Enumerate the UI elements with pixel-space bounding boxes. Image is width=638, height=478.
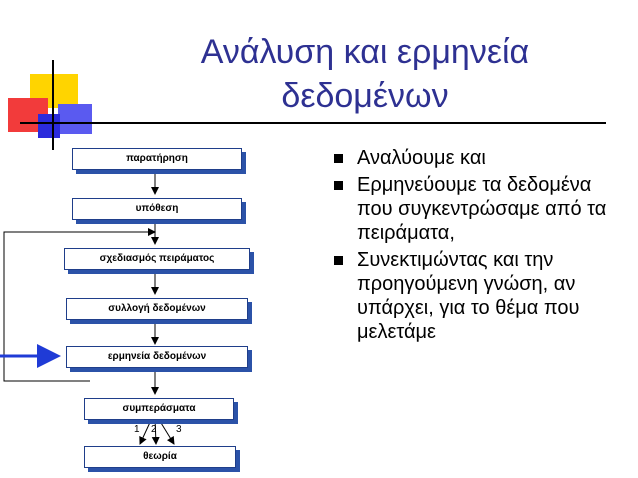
step-experiment-design: σχεδιασμός πειράματος	[64, 248, 250, 270]
square-bullet-icon	[334, 154, 343, 163]
bullet-text: Συνεκτιμώντας και την προηγούμενη γνώση, αν υπάρχει, για το θέμα που μελετάμε	[357, 249, 580, 343]
step-observation: παρατήρηση	[72, 148, 242, 170]
step-conclusions: συμπεράσματα	[84, 398, 234, 420]
step-data-interpretation: ερμηνεία δεδομένων	[66, 346, 248, 368]
bullet-text: Ερμηνεύουμε τα δεδομένα που συγκεντρώσαμε από τα πειράματα,	[357, 174, 607, 244]
bullet-item	[332, 248, 632, 344]
bullet-item	[332, 146, 632, 170]
step-data-collection: συλλογή δεδομένων	[66, 298, 248, 320]
branch-label-3: 3	[176, 424, 182, 435]
slide-title: Ανάλυση και ερμηνεία δεδομένων	[200, 33, 530, 115]
bullet-list	[332, 146, 632, 347]
step-theory: θεωρία	[84, 446, 236, 468]
branch-label-2: 2	[151, 424, 157, 435]
bullet-text: Αναλύουμε και	[357, 147, 486, 169]
branch-label-1: 1	[134, 424, 140, 435]
step-hypothesis: υπόθεση	[72, 198, 242, 220]
branch-3	[158, 418, 174, 444]
square-bullet-icon	[334, 256, 343, 265]
bullet-item	[332, 173, 632, 245]
square-bullet-icon	[334, 181, 343, 190]
